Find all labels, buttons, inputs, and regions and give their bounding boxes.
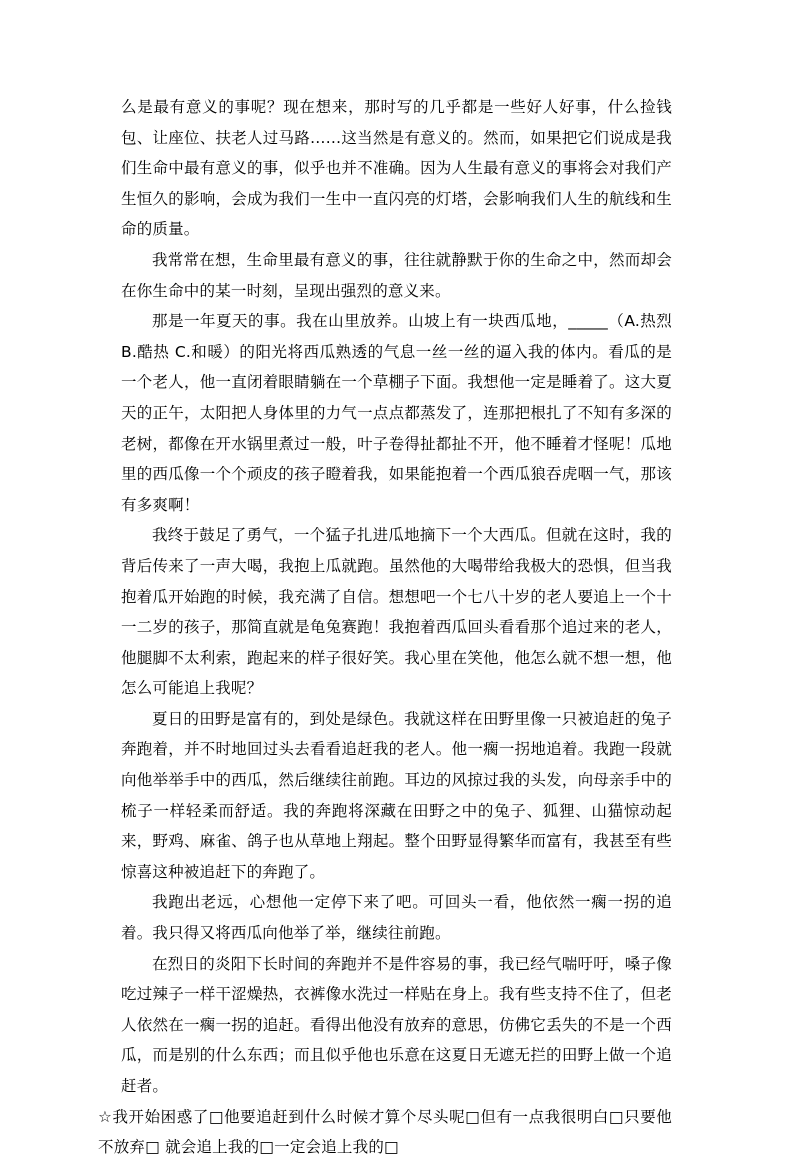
paragraph-5: 夏日的田野是富有的，到处是绿色。我就这样在田野里像一只被追赶的兔子奔跑着，并不时地回过头去看看追赶我的老人。他一瘸一拐地追着。我跑一段就向他举举手中的西瓜，然后继续往前跑。耳边的风掠过我的头发，向母亲手中的梳子一样轻柔而舒适。我的奔跑将深藏在田野之中的兔子、狐狸、山猫惊动起来，野鸡、麻雀、鸽子也从草地上翔起。整个田野显得繁华而富有，我甚至有些惊喜这种被追赶下的奔跑了。: [121, 709, 672, 881]
document-body: [98, 92, 672, 1163]
paragraph-8-starred: ☆我开始困惑了□他要追赶到什么时候才算个尽头呢□但有一点我很明白□只要他不放弃□ 就会追上我的□一定会追上我的□: [98, 1107, 672, 1157]
paragraph-6: 我跑出老远，心想他一定停下来了吧。可回头一看，他依然一瘸一拐的追着。我只得又将西瓜向他举了举，继续往前跑。: [121, 893, 672, 943]
paragraph-4: 我终于鼓足了勇气，一个猛子扎进瓜地摘下一个大西瓜。但就在这时，我的背后传来了一声大喝，我抱上瓜就跑。虽然他的大喝带给我极大的恐惧，但当我抱着瓜开始跑的时候，我充满了自信。想想吧一个七八十岁的老人要追上一个十一二岁的孩子，那简直就是龟兔赛跑！我抱着西瓜回头看看那个追过来的老人，他腿脚不太利索，跑起来的样子很好笑。我心里在笑他，他怎么就不想一想，他怎么可能追上我呢？: [121, 526, 672, 698]
paragraph-1: 么是最有意义的事呢？现在想来，那时写的几乎都是一些好人好事，什么捡钱包、让座位、扶老人过马路……这当然是有意义的。然而，如果把它们说成是我们生命中最有意义的事，似乎也并不准确。因为人生最有意义的事将会对我们产生恒久的影响，会成为我们一生中一直闪亮的灯塔，会影响我们人生的航线和生命的质量。: [121, 98, 672, 239]
paragraph-3: 那是一年夏天的事。我在山里放养。山坡上有一块西瓜地，_____（A.热烈 B.酷热 C.和暖）的阳光将西瓜熟透的气息一丝一丝的逼入我的体内。看瓜的是一个老人，他一直闭着眼睛躺在一个草棚子下面。我想他一定是睡着了。这大夏天的正午，太阳把人身体里的力气一点点都蒸发了，连那把根扎了不知有多深的老树，都像在开水锅里煮过一般，叶子卷得扯都扯不开，他不睡着才怪呢！瓜地里的西瓜像一个个顽皮的孩子瞪着我，如果能抱着一个西瓜狼吞虎咽一气，那该有多爽啊！: [121, 312, 672, 514]
paragraph-7: 在烈日的炎阳下长时间的奔跑并不是件容易的事，我已经气喘吁吁，嗓子像吃过辣子一样干涩燥热，衣裤像水洗过一样贴在身上。我有些支持不住了，但老人依然在一瘸一拐的追赶。看得出他没有放弃的意思，仿佛它丢失的不是一个西瓜，而是别的什么东西；而且似乎他也乐意在这夏日无遮无拦的田野上做一个追赶者。: [121, 954, 672, 1095]
paragraph-2: 我常常在想，生命里最有意义的事，往往就静默于你的生命之中，然而却会在你生命中的某一时刻，呈现出强烈的意义来。: [121, 250, 672, 300]
